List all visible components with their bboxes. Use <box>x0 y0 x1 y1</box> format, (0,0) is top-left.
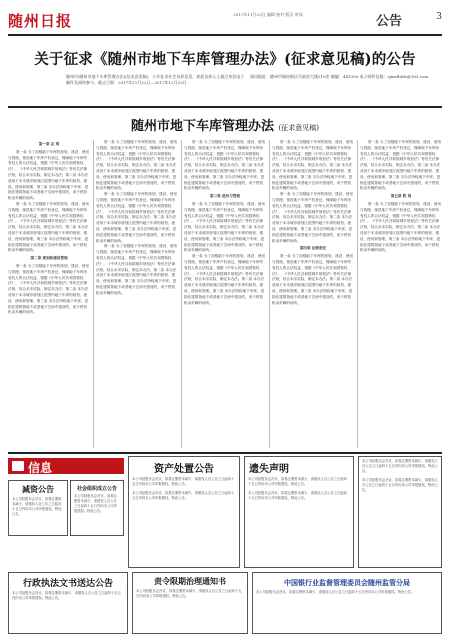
header-meta: 2017年11月23日 编辑 校对 版式 审读 <box>233 12 303 17</box>
column-divider <box>181 140 182 448</box>
ad-title: 社会组织成立公告 <box>76 486 117 492</box>
info-banner <box>8 458 124 474</box>
body-text: 第一条 为了加强地下车库的规划、建设、使用与管理，规范地下车库产权登记，保障地下车库所有权人的合法权益，根据《中华人民共和国物权法》、《中华人民共和国城乡规划法》等有关法律法规，结合本市实际，制定本办法。第二条 本办法适用于本市城市规划区范围内地下车库的规划、建设、使用和管理。第三条 本办法所称地下车库，是指在建筑物地下或者地下空间中建设的，用于停放机动车辆的场所。 <box>96 244 178 295</box>
ad-social-org <box>70 480 124 536</box>
column-4 <box>272 140 354 448</box>
page-header <box>8 6 442 36</box>
ad-title: 中国银行业监督管理委员会随州监管分局 <box>284 578 410 587</box>
body-text: 第一条 为了加强地下车库的规划、建设、使用与管理，规范地下车库产权登记，保障地下车库所有权人的合法权益，根据《中华人民共和国物权法》、《中华人民共和国城乡规划法》等有关法律法规，结合本市实际，制定本办法。第二条 本办法适用于本市城市规划区范围内地下车库的规划、建设、使用和管理。第三条 本办法所称地下车库，是指在建筑物地下或者地下空间中建设的，用于停放机动车辆的场所。 <box>272 192 354 243</box>
ad-order <box>132 572 248 634</box>
ad-title: 行政执法文书送达公告 <box>22 579 113 589</box>
column-divider <box>269 140 270 448</box>
ad-text: 本公司经股东会决议，拟将注册资本减少，请债权人自公告之日起四十五日内向本公司申报债权。特此公告。 <box>132 491 235 500</box>
body-text: 第一条 为了加强地下车库的规划、建设、使用与管理，规范地下车库产权登记，保障地下车库所有权人的合法权益，根据《中华人民共和国物权法》、《中华人民共和国城乡规划法》等有关法律法规，结合本市实际，制定本办法。第二条 本办法适用于本市城市规划区范围内地下车库的规划、建设、使用和管理。第三条 本办法所称地下车库，是指在建筑物地下或者地下空间中建设的，用于停放机动车辆的场所。 <box>184 140 266 191</box>
divider <box>8 106 442 108</box>
divider <box>8 452 442 454</box>
column-3 <box>184 140 266 448</box>
notice-title: 关于征求《随州市地下车库管理办法》(征求意见稿)的公告 <box>34 51 416 68</box>
body-text: 第一条 为了加强地下车库的规划、建设、使用与管理，规范地下车库产权登记，保障地下车库所有权人的合法权益，根据《中华人民共和国物权法》、《中华人民共和国城乡规划法》等有关法律法规，结合本市实际，制定本办法。第二条 本办法适用于本市城市规划区范围内地下车库的规划、建设、使用和管理。第三条 本办法所称地下车库，是指在建筑物地下或者地下空间中建设的，用于停放机动车辆的场所。 <box>272 140 354 191</box>
page-number: 3 <box>436 12 442 22</box>
body-text: 第一条 为了加强地下车库的规划、建设、使用与管理，规范地下车库产权登记，保障地下车库所有权人的合法权益，根据《中华人民共和国物权法》、《中华人民共和国城乡规划法》等有关法律法规，结合本市实际，制定本办法。第二条 本办法适用于本市城市规划区范围内地下车库的规划、建设、使用和管理。第三条 本办法所称地下车库，是指在建筑物地下或者地下空间中建设的，用于停放机动车辆的场所。 <box>8 149 90 201</box>
ad-bank <box>252 572 442 634</box>
column-divider <box>357 140 358 448</box>
notice-left-text: 随州市(随州市地下车库管理办法)(征求意见稿)，公开征求社会各界意见，欢迎各界人士通过来信电子邮件及网络参与，截止日期：2017年11月22日—2017年12月23日 <box>66 74 245 85</box>
body-text: 第一条 为了加强地下车库的规划、建设、使用与管理，规范地下车库产权登记，保障地下车库所有权人的合法权益，根据《中华人民共和国物权法》、《中华人民共和国城乡规划法》等有关法律法规，结合本市实际，制定本办法。第二条 本办法适用于本市城市规划区范围内地下车库的规划、建设、使用和管理。第三条 本办法所称地下车库，是指在建筑物地下或者地下空间中建设的，用于停放机动车辆的场所。 <box>184 201 266 253</box>
ad-title: 资产处置公告 <box>154 464 214 475</box>
section-name: 公告 <box>375 14 402 29</box>
notice-right-text: 通讯地址：随州市城南新区市政府大楼316室 邮编：441300 电子邮件信箱：sjmzfbfzb@163.com <box>250 74 429 79</box>
body-text: 第一条 为了加强地下车库的规划、建设、使用与管理，规范地下车库产权登记，保障地下车库所有权人的合法权益，根据《中华人民共和国物权法》、《中华人民共和国城乡规划法》等有关法律法规，结合本市实际，制定本办法。第二条 本办法适用于本市城市规划区范围内地下车库的规划、建设、使用和管理。第三条 本办法所称地下车库，是指在建筑物地下或者地下空间中建设的，用于停放机动车辆的场所。 <box>96 192 178 243</box>
ad-text: 本公司经股东会决议，拟将注册资本减少，请债权人自公告之日起四十五日内向本公司申报债权。特此公告。 <box>132 477 235 486</box>
ad-text: 本公司经股东会决议，拟将注册资本减少，请债权人自公告之日起四十五日内向本公司申报债权。特此公告。 <box>136 589 242 598</box>
body-text: 第一条 为了加强地下车库的规划、建设、使用与管理，规范地下车库产权登记，保障地下车库所有权人的合法权益，根据《中华人民共和国物权法》、《中华人民共和国城乡规划法》等有关法律法规，结合本市实际，制定本办法。第二条 本办法适用于本市城市规划区范围内地下车库的规划、建设、使用和管理。第三条 本办法所称地下车库，是指在建筑物地下或者地下空间中建设的，用于停放机动车辆的场所。 <box>184 254 266 305</box>
ad-text: 本公司经股东会决议，拟将注册资本减少，请债权人自公告之日起四十五日内向本公司申报债权。特此公告。 <box>248 477 347 486</box>
ad-admin <box>8 572 128 634</box>
column-divider <box>93 140 94 448</box>
ad-asset <box>128 456 240 568</box>
chapter-heading: 第二章 规划和建设管理 <box>30 256 68 261</box>
ad-reduction <box>8 480 68 536</box>
body-text: 第一条 为了加强地下车库的规划、建设、使用与管理，规范地下车库产权登记，保障地下车库所有权人的合法权益，根据《中华人民共和国物权法》、《中华人民共和国城乡规划法》等有关法律法规，结合本市实际，制定本办法。第二条 本办法适用于本市城市规划区范围内地下车库的规划、建设、使用和管理。第三条 本办法所称地下车库，是指在建筑物地下或者地下空间中建设的，用于停放机动车辆的场所。 <box>360 201 442 253</box>
ad-text: 本公司经股东会决议，拟将注册资本减少，请债权人自公告之日起四十五日内向本公司申报债权。特此公告。 <box>74 494 117 513</box>
law-title-text: 随州市地下车库管理办法 <box>130 119 274 134</box>
chapter-heading: 第三章 使用与管理 <box>209 194 240 199</box>
chapter-heading: 第四章 法律责任 <box>299 246 327 251</box>
chapter-heading: 第五章 附 则 <box>390 194 412 199</box>
ad-text: 本公司经股东会决议，拟将注册资本减少，请债权人自公告之日起四十五日内向本公司申报债权。特此公告。 <box>362 459 438 473</box>
column-1 <box>8 140 90 448</box>
ad-right <box>358 456 442 568</box>
law-body <box>8 140 442 448</box>
column-2 <box>96 140 178 448</box>
ad-title: 减资公告 <box>22 484 54 494</box>
ad-text: 本公司经股东会决议，拟将注册资本减少，请债权人自公告之日起四十五日内向本公司申报债权。特此公告。 <box>12 497 62 516</box>
newspaper-logo: 随州日报 <box>8 12 73 30</box>
ad-text: 本公司经股东会决议，拟将注册资本减少，请债权人自公告之日起四十五日内向本公司申报债权。特此公告。 <box>256 590 415 594</box>
body-text: 第一条 为了加强地下车库的规划、建设、使用与管理，规范地下车库产权登记，保障地下车库所有权人的合法权益，根据《中华人民共和国物权法》、《中华人民共和国城乡规划法》等有关法律法规，结合本市实际，制定本办法。第二条 本办法适用于本市城市规划区范围内地下车库的规划、建设、使用和管理。第三条 本办法所称地下车库，是指在建筑物地下或者地下空间中建设的，用于停放机动车辆的场所。 <box>360 140 442 191</box>
body-text: 第一条 为了加强地下车库的规划、建设、使用与管理，规范地下车库产权登记，保障地下车库所有权人的合法权益，根据《中华人民共和国物权法》、《中华人民共和国城乡规划法》等有关法律法规，结合本市实际，制定本办法。第二条 本办法适用于本市城市规划区范围内地下车库的规划、建设、使用和管理。第三条 本办法所称地下车库，是指在建筑物地下或者地下空间中建设的，用于停放机动车辆的场所。 <box>8 201 90 253</box>
body-text: 第一条 为了加强地下车库的规划、建设、使用与管理，规范地下车库产权登记，保障地下车库所有权人的合法权益，根据《中华人民共和国物权法》、《中华人民共和国城乡规划法》等有关法律法规，结合本市实际，制定本办法。第二条 本办法适用于本市城市规划区范围内地下车库的规划、建设、使用和管理。第三条 本办法所称地下车库，是指在建筑物地下或者地下空间中建设的，用于停放机动车辆的场所。 <box>8 263 90 315</box>
ad-text: 本公司经股东会决议，拟将注册资本减少，请债权人自公告之日起四十五日内向本公司申报债权。特此公告。 <box>12 591 121 600</box>
info-title: 信息 <box>28 461 53 475</box>
law-title-tag: (征求意见稿) <box>278 124 319 132</box>
ad-title: 遗失声明 <box>249 464 289 475</box>
ad-title: 责令限期治理通知书 <box>154 576 226 586</box>
ad-text: 本公司经股东会决议，拟将注册资本减少，请债权人自公告之日起四十五日内向本公司申报债权。特此公告。 <box>362 478 438 492</box>
info-icon <box>12 461 24 471</box>
ad-text: 本公司经股东会决议，拟将注册资本减少，请债权人自公告之日起四十五日内向本公司申报债权。特此公告。 <box>248 491 347 500</box>
law-title <box>10 115 440 134</box>
ad-loss <box>244 456 354 568</box>
column-5 <box>360 140 442 448</box>
chapter-heading: 第一章 总 则 <box>38 142 60 146</box>
body-text: 第一条 为了加强地下车库的规划、建设、使用与管理，规范地下车库产权登记，保障地下车库所有权人的合法权益，根据《中华人民共和国物权法》、《中华人民共和国城乡规划法》等有关法律法规，结合本市实际，制定本办法。第二条 本办法适用于本市城市规划区范围内地下车库的规划、建设、使用和管理。第三条 本办法所称地下车库，是指在建筑物地下或者地下空间中建设的，用于停放机动车辆的场所。 <box>272 254 354 305</box>
body-text: 第一条 为了加强地下车库的规划、建设、使用与管理，规范地下车库产权登记，保障地下车库所有权人的合法权益，根据《中华人民共和国物权法》、《中华人民共和国城乡规划法》等有关法律法规，结合本市实际，制定本办法。第二条 本办法适用于本市城市规划区范围内地下车库的规划、建设、使用和管理。第三条 本办法所称地下车库，是指在建筑物地下或者地下空间中建设的，用于停放机动车辆的场所。 <box>96 140 178 191</box>
